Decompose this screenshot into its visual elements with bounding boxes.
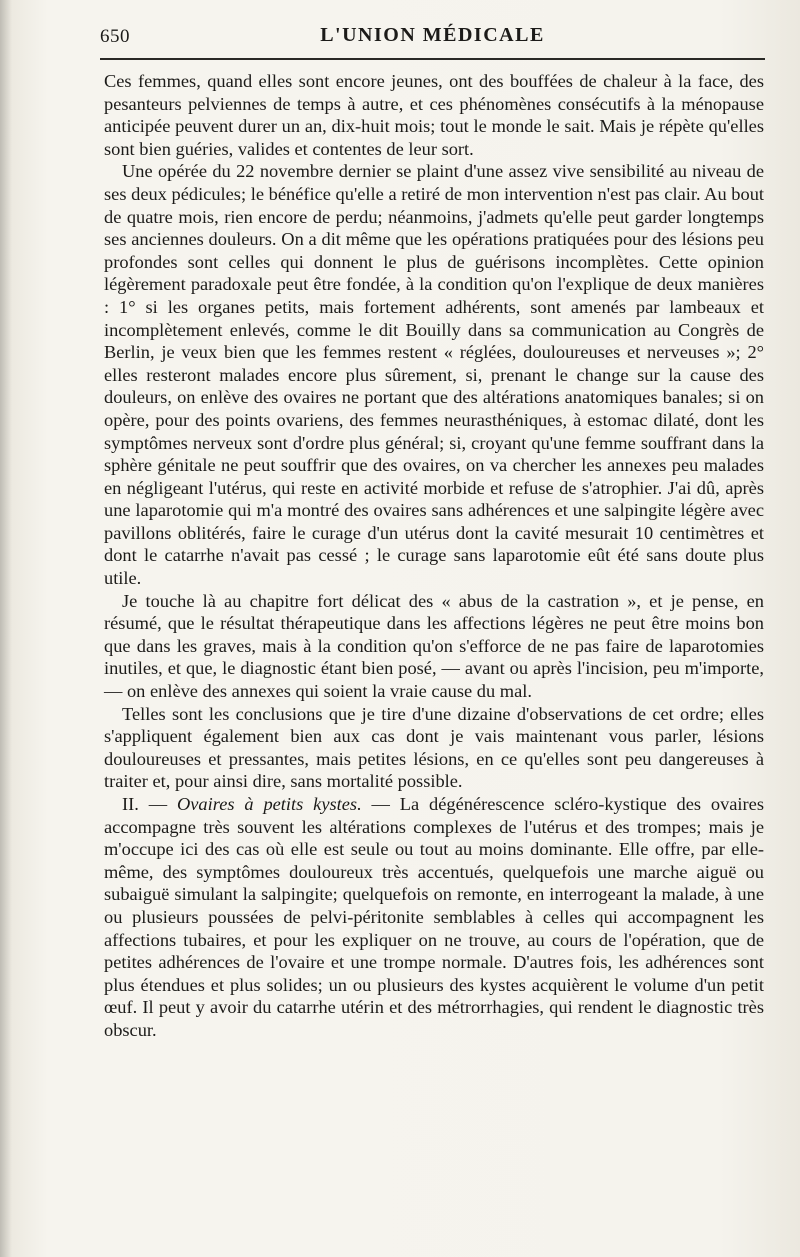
header-rule xyxy=(100,58,765,60)
paragraph: Une opérée du 22 novembre dernier se plaint d'une assez vive sensibilité au niveau de ses deux pédicules; le bénéfice qu'elle a retiré de mon intervention n'est pas clair. Au bout de quatre mois, rien encore de perdu; néanmoins, j'admets qu'elle peut garder longtemps ses anciennes douleurs. On a dit même que les opérations pratiquées pour des lésions peu profondes sont celles qui donnent le plus de guérisons incomplètes. Cette opinion légèrement paradoxale peut être fondée, à la condition qu'on l'explique de deux manières : 1° si les organes petits, mais fortement adhérents, sont amenés par lambeaux et incomplètement enlevés, comme le dit Bouilly dans sa communication au Congrès de Berlin, je veux bien que les femmes restent « réglées, douloureuses et nerveuses »; 2° elles resteront malades encore plus sûrement, si, prenant le change sur la cause des douleurs, on enlève des ovaires ne portant que des altérations anatomiques banales; si on opère, pour des points ovariens, des femmes neurasthéniques, à estomac dilaté, dont les symptômes nerveux sont d'ordre plus général; si, croyant qu'une femme souffrant dans la sphère génitale ne peut souffrir que des ovaires, on va chercher les annexes peu malades en négligeant l'utérus, qui reste en activité morbide et refuse de s'atrophier. J'ai dû, après une laparotomie qui m'a montré des ovaires sans adhérences et une salpingite légère avec pavillons oblitérés, faire le curage d'un utérus dont la cavité mesurait 10 centimètres et dont le catarrhe n'avait pas cessé ; le curage sans laparotomie eût été sans doute plus utile. xyxy=(104,161,764,589)
article-body xyxy=(104,70,764,1042)
paragraph: Telles sont les conclusions que je tire d'une dizaine d'observations de cet ordre; elles s'appliquent également bien aux cas dont je vais maintenant vous parler, lésions douloureuses et pressantes, mais petites lésions, en ce qu'elles sont peu dangereuses à traiter et, pour ainsi dire, sans mortalité possible. xyxy=(104,703,764,792)
page-number: 650 xyxy=(100,26,130,47)
section-number: II. — xyxy=(122,794,168,814)
paragraph: Je touche là au chapitre fort délicat des « abus de la castration », et je pense, en résumé, que le résultat thérapeutique dans les affections légères ne peut être moins bon que dans les graves, mais à la condition qu'on s'efforce de ne pas faire de laparotomies inutiles, et que, le diagnostic étant bien posé, — avant ou après l'incision, peu m'importe, — on enlève des annexes qui soient la vraie cause du mal. xyxy=(104,590,764,702)
section-paragraph xyxy=(104,793,764,1042)
section-text: — La dégénérescence scléro-kystique des ovaires accompagne très souvent les altérations complexes de l'utérus et des trompes; mais je m'occupe ici des cas où elle est seule ou tout au moins dominante. Elle offre, par elle-même, des symptômes douloureux très accentués, quelquefois une marche aiguë ou subaiguë simulant la salpingite; quelquefois on remonte, en interrogeant la malade, à une ou plusieurs poussées de pelvi-péritonite semblables à celles qui accompagnent les affections tubaires, et pour les expliquer on ne trouve, au cours de l'opération, que de petites adhérences de l'ovaire et une trompe normale. D'autres fois, les adhérences sont plus étendues et plus solides; un ou plusieurs des kystes acquièrent le volume d'un petit œuf. Il peut y avoir du catarrhe utérin et des métrorrhagies, qui rendent le diagnostic très obscur. xyxy=(104,794,764,1040)
binding-shadow xyxy=(0,0,12,1257)
page-header xyxy=(100,20,765,54)
running-title: L'UNION MÉDICALE xyxy=(320,24,545,46)
paragraph: Ces femmes, quand elles sont encore jeunes, ont des bouffées de chaleur à la face, des pesanteurs pelviennes de temps à autre, et ces phénomènes consécutifs à la ménopause anticipée peuvent durer un an, dix-huit mois; tout le monde le sait. Mais je répète qu'elles sont bien guéries, valides et contentes de leur sort. xyxy=(104,71,764,159)
section-heading: Ovaires à petits kystes. xyxy=(176,794,362,814)
